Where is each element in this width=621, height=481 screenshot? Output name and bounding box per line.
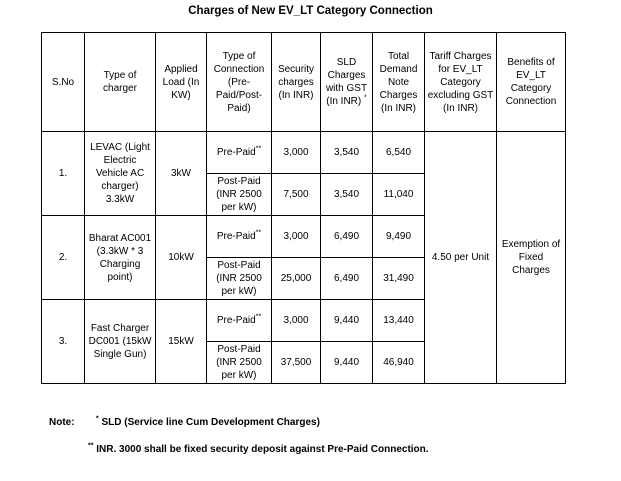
cell-connection-prepaid bbox=[207, 132, 272, 174]
header-sno: S.No bbox=[42, 33, 85, 132]
cell-sno: 1. bbox=[42, 132, 85, 216]
cell-total-demand: 6,540 bbox=[373, 132, 425, 174]
cell-connection-postpaid: Post-Paid (INR 2500 per kW) bbox=[207, 258, 272, 300]
cell-total-demand: 31,490 bbox=[373, 258, 425, 300]
cell-total-demand: 11,040 bbox=[373, 174, 425, 216]
cell-sld: 9,440 bbox=[321, 300, 373, 342]
header-tariff-charges: Tariff Charges for EV_LT Category excluding GST (In INR) bbox=[425, 33, 497, 132]
cell-charger-type: LEVAC (Light Electric Vehicle AC charger) 3.3kW bbox=[85, 132, 156, 216]
header-type-of-connection: Type of Connection (Pre-Paid/Post-Paid) bbox=[207, 33, 272, 132]
header-applied-load: Applied Load (In KW) bbox=[156, 33, 207, 132]
header-benefits: Benefits of EV_LT Category Connection bbox=[497, 33, 566, 132]
prepaid-label: Pre-Paid bbox=[216, 231, 256, 242]
cell-sld: 3,540 bbox=[321, 132, 373, 174]
prepaid-label: Pre-Paid bbox=[216, 315, 256, 326]
cell-total-demand: 13,440 bbox=[373, 300, 425, 342]
cell-sno: 2. bbox=[42, 216, 85, 300]
header-security-charges: Security charges (In INR) bbox=[272, 33, 321, 132]
cell-sld: 6,490 bbox=[321, 216, 373, 258]
note-label: Note: bbox=[49, 417, 75, 428]
cell-connection-prepaid bbox=[207, 300, 272, 342]
table-header-row bbox=[42, 33, 566, 132]
cell-charger-type: Bharat AC001 (3.3kW * 3 Charging point) bbox=[85, 216, 156, 300]
cell-connection-postpaid: Post-Paid (INR 2500 per kW) bbox=[207, 342, 272, 384]
cell-applied-load: 3kW bbox=[156, 132, 207, 216]
cell-total-demand: 9,490 bbox=[373, 216, 425, 258]
note-sld-mark: * bbox=[96, 415, 99, 423]
cell-applied-load: 15kW bbox=[156, 300, 207, 384]
prepaid-mark: ** bbox=[255, 229, 262, 237]
cell-security: 3,000 bbox=[272, 216, 321, 258]
cell-security: 3,000 bbox=[272, 300, 321, 342]
cell-total-demand: 46,940 bbox=[373, 342, 425, 384]
cell-security: 25,000 bbox=[272, 258, 321, 300]
header-type-of-charger: Type of charger bbox=[85, 33, 156, 132]
cell-tariff-value: 4.50 per Unit bbox=[425, 132, 497, 384]
note-sld bbox=[96, 417, 320, 428]
cell-security: 7,500 bbox=[272, 174, 321, 216]
cell-connection-prepaid bbox=[207, 216, 272, 258]
cell-security: 37,500 bbox=[272, 342, 321, 384]
table-row bbox=[42, 132, 566, 174]
note-sld-text: SLD (Service line Cum Development Charges) bbox=[101, 417, 320, 428]
cell-connection-postpaid: Post-Paid (INR 2500 per kW) bbox=[207, 174, 272, 216]
header-total-demand-note: Total Demand Note Charges (In INR) bbox=[373, 33, 425, 132]
note-prepaid-text: INR. 3000 shall be fixed security deposit against Pre-Paid Connection. bbox=[96, 444, 429, 455]
prepaid-mark: ** bbox=[255, 313, 262, 321]
prepaid-label: Pre-Paid bbox=[216, 147, 256, 158]
header-sld-charges bbox=[321, 33, 373, 132]
cell-benefits-value: Exemption of Fixed Charges bbox=[497, 132, 566, 384]
note-prepaid-mark: ** bbox=[88, 442, 94, 450]
cell-sno: 3. bbox=[42, 300, 85, 384]
cell-sld: 3,540 bbox=[321, 174, 373, 216]
cell-charger-type: Fast Charger DC001 (15kW Single Gun) bbox=[85, 300, 156, 384]
cell-sld: 9,440 bbox=[321, 342, 373, 384]
header-sld-mark: * bbox=[364, 94, 367, 102]
cell-sld: 6,490 bbox=[321, 258, 373, 300]
cell-security: 3,000 bbox=[272, 132, 321, 174]
charges-table bbox=[41, 32, 566, 384]
cell-applied-load: 10kW bbox=[156, 216, 207, 300]
prepaid-mark: ** bbox=[255, 145, 262, 153]
document-title: Charges of New EV_LT Category Connection bbox=[188, 5, 433, 17]
note-prepaid bbox=[88, 444, 429, 455]
header-sld-label: SLD Charges with GST (In INR) bbox=[325, 57, 368, 107]
